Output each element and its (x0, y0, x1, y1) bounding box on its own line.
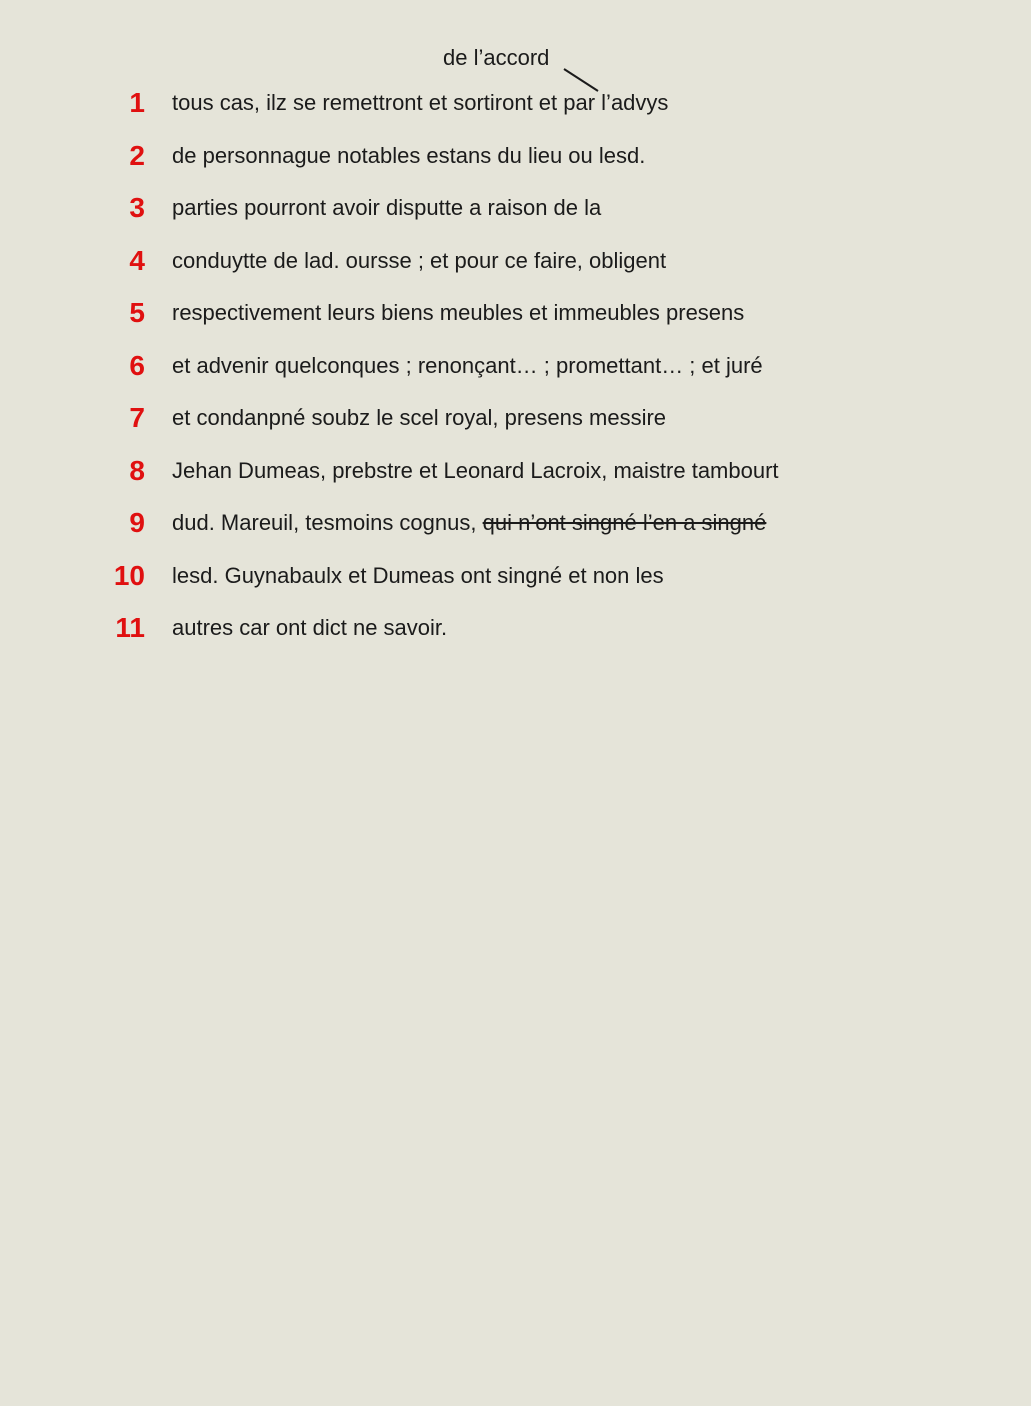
line-text-content: conduytte de lad. oursse ; et pour ce faire, obligent (172, 248, 667, 273)
transcription-line (0, 451, 1031, 491)
transcription-line (0, 608, 1031, 648)
transcription-line (0, 556, 1031, 596)
line-text (172, 558, 664, 594)
line-number: 2 (129, 140, 145, 171)
line-text (172, 138, 645, 174)
line-text-content: lesd. Guynabaulx et Dumeas ont singné et non les (172, 563, 664, 588)
transcription-line (0, 293, 1031, 333)
struck-through-text: qui n’ont singné l’en a singné (482, 510, 767, 535)
line-text (172, 453, 779, 489)
transcription-line (0, 83, 1031, 123)
line-number: 1 (129, 87, 145, 118)
line-number: 3 (129, 192, 145, 223)
interlinear-insertion: de l’accord (443, 45, 550, 70)
transcription-line (0, 188, 1031, 228)
line-text-content: dud. Mareuil, tesmoins cognus, (172, 510, 483, 535)
transcription-line (0, 136, 1031, 176)
line-text-content: parties pourront avoir disputte a raison de la (172, 195, 602, 220)
line-number: 5 (129, 297, 145, 328)
line-text (172, 610, 447, 646)
transcription-line (0, 241, 1031, 281)
line-number: 4 (129, 245, 145, 276)
transcription-line (0, 346, 1031, 386)
line-text (172, 85, 668, 121)
line-number: 10 (113, 560, 145, 591)
line-text-content: et condanpné soubz le scel royal, presens messire (172, 405, 667, 430)
line-text-content: Jehan Dumeas, prebstre et Leonard Lacroix, maistre tambourt (172, 458, 779, 483)
line-number: 8 (129, 455, 145, 486)
transcription-line (0, 398, 1031, 438)
line-number: 9 (129, 507, 145, 538)
line-text-content: et advenir quelconques ; renonçant… ; promettant… ; et juré (172, 353, 763, 378)
line-text (172, 505, 766, 541)
transcription-line (0, 503, 1031, 543)
line-text (172, 348, 763, 384)
line-text-content: de personnague notables estans du lieu ou lesd. (172, 143, 646, 168)
line-text (172, 190, 601, 226)
line-text-content: autres car ont dict ne savoir. (172, 615, 448, 640)
line-text-content: tous cas, ilz se remettront et sortiront et par l’advys (172, 90, 669, 115)
line-number: 7 (129, 402, 145, 433)
line-number: 6 (129, 350, 145, 381)
line-text (172, 400, 666, 436)
line-text (172, 243, 666, 279)
line-number: 11 (115, 612, 145, 643)
line-text-content: respectivement leurs biens meubles et immeubles presens (172, 300, 745, 325)
line-text (172, 295, 744, 331)
